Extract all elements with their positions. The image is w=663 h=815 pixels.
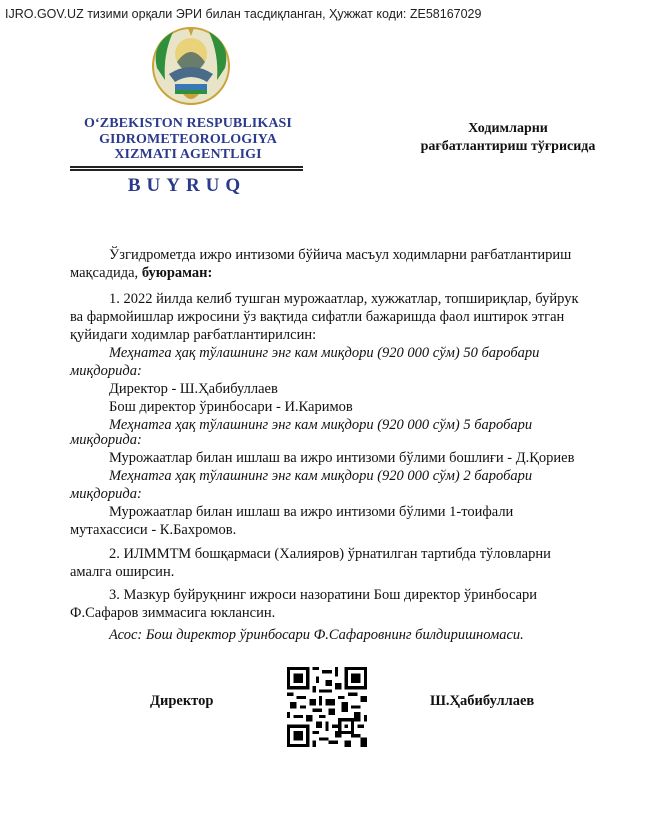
group3-person-line-1: Мурожаатлар билан ишлаш ва ижро интизоми бўлими 1-тоифали xyxy=(109,504,514,520)
document-type: BUYRUQ xyxy=(127,175,247,196)
basis-note: Асос: Бош директор ўринбосари Ф.Сафаровнинг билдиришномаси. xyxy=(109,627,524,643)
title-line-1: Ходимларни xyxy=(468,121,548,136)
item3-line-2: Ф.Сафаров зиммасига юклансин. xyxy=(70,605,276,621)
title-line-2: рағбатлантириш тўғрисида xyxy=(420,139,596,154)
item2-line-1: 2. ИЛММТМ бошқармаси (Халияров) ўрнатилган тартибда тўловларни xyxy=(109,546,551,562)
state-emblem-icon xyxy=(143,24,239,108)
item1-line-1: 1. 2022 йилда келиб тушган мурожаатлар, хужжатлар, топшириқлар, буйрук xyxy=(109,291,579,307)
group3-wage-line-1: Меҳнатга ҳақ тўлашнинг энг кам миқдори (920 000 сўм) 2 баробари xyxy=(109,468,533,484)
item1-line-3: қуйидаги ходимлар рағбатлантирилсин: xyxy=(70,327,317,343)
preamble-line-2 xyxy=(70,264,212,282)
document-title xyxy=(388,120,628,156)
preamble-line-1: Ўзгидрометда ижро интизоми бўйича масъул ходимларни рағбатлантириш xyxy=(109,247,572,263)
signatory-name: Ш.Ҳабибуллаев xyxy=(430,693,535,709)
org-line-1: O‘ZBEKISTON RESPUBLIKASI xyxy=(84,116,292,131)
item2-line-2: амалга оширсин. xyxy=(70,564,175,580)
signatory-position: Директор xyxy=(150,693,214,709)
divider xyxy=(70,169,303,171)
verification-header: IJRO.GOV.UZ тизими орқали ЭРИ билан тасдиқланган, Ҳужжат коди: ZE58167029 xyxy=(5,7,482,21)
group1-person-1: Директор - Ш.Ҳабибуллаев xyxy=(109,381,278,397)
org-line-3: XIZMATI AGENTLIGI xyxy=(114,147,262,162)
qr-code-icon xyxy=(287,667,367,747)
group3-person-line-2: мутахассиси - К.Бахромов. xyxy=(70,522,237,538)
group1-wage-line-2: миқдорида: xyxy=(70,363,142,379)
group3-wage-line-2: миқдорида: xyxy=(70,486,142,502)
group2-person-1: Мурожаатлар билан ишлаш ва ижро интизоми бўлими бошлиғи - Д.Қориев xyxy=(109,450,575,466)
group1-wage-line-1: Меҳнатга ҳақ тўлашнинг энг кам миқдори (920 000 сўм) 50 баробари xyxy=(109,345,540,361)
preamble-text: мақсадида, xyxy=(70,265,142,281)
org-line-2: GIDROMETEOROLOGIYA xyxy=(99,131,277,147)
preamble-order-word: буюраман: xyxy=(141,265,213,281)
organization-name xyxy=(68,116,308,163)
divider xyxy=(70,166,303,168)
group2-wage-line-2: миқдорида: xyxy=(70,432,142,448)
group2-wage-line-1: Меҳнатга ҳақ тўлашнинг энг кам миқдори (920 000 сўм) 5 баробари xyxy=(109,417,533,433)
item3-line-1: 3. Мазкур буйруқнинг ижроси назоратини Бош директор ўринбосари xyxy=(109,587,538,603)
item1-line-2: ва фармойишлар ижросини ўз вақтида сифатли бажаришда фаол иштирок этган xyxy=(70,309,565,325)
group1-person-2: Бош директор ўринбосари - И.Каримов xyxy=(109,399,353,415)
